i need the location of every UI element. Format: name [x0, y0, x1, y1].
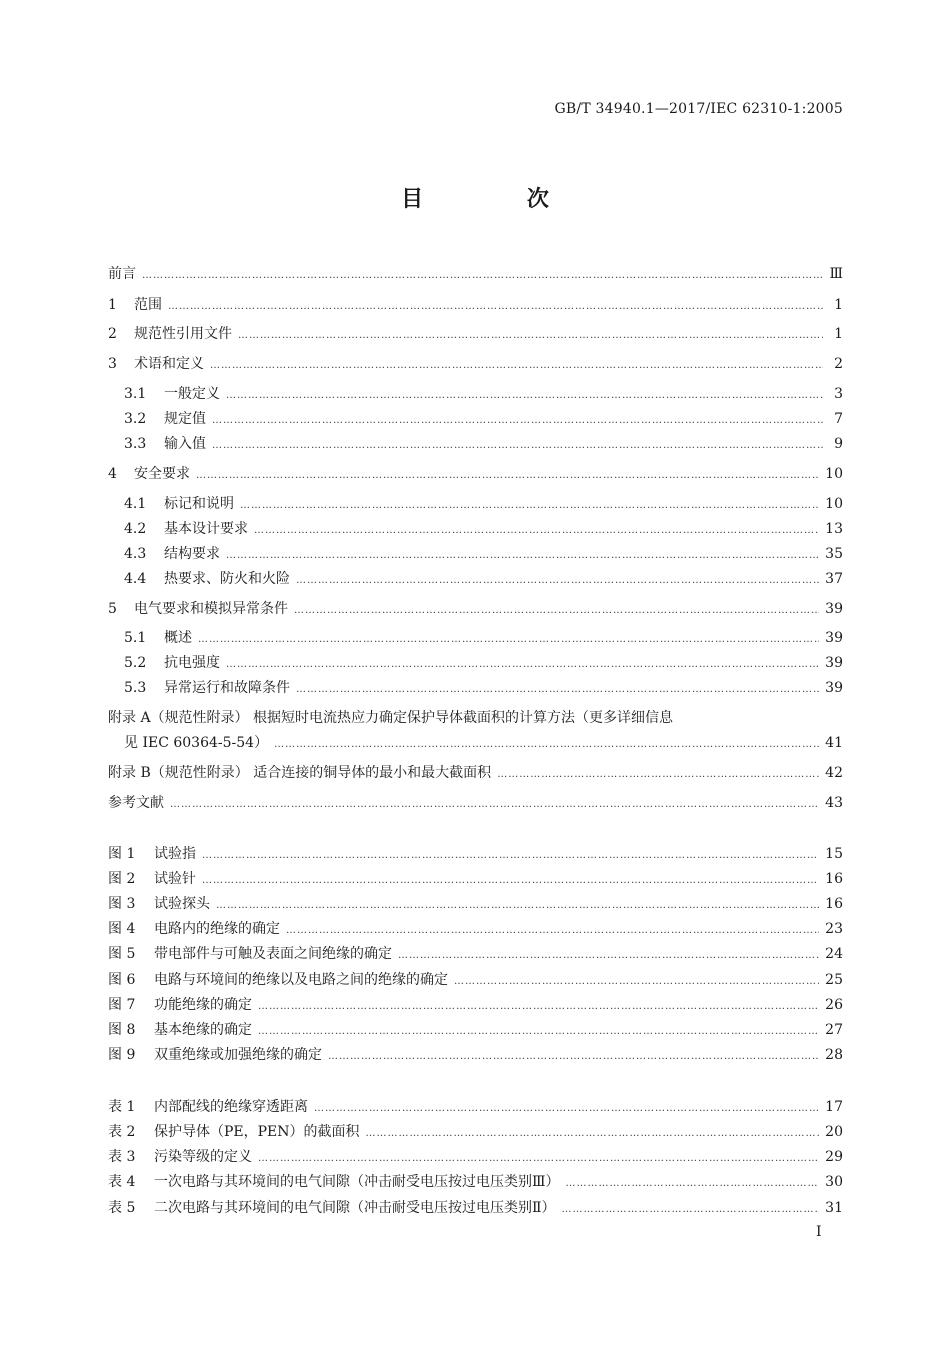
toc-label: 前言 — [108, 266, 136, 282]
toc-label: 术语和定义 — [134, 356, 204, 372]
toc-entry-3-2[interactable] — [124, 409, 843, 429]
toc-label: 见 IEC 60364-5-54） — [124, 735, 269, 751]
toc-number: 4.1 — [124, 496, 147, 512]
toc-number: 4 — [108, 466, 117, 482]
leader-dots — [212, 411, 823, 431]
leader-dots — [258, 1022, 819, 1042]
table-number: 表 4 — [108, 1174, 136, 1190]
toc-number: 1 — [108, 297, 117, 313]
toc-page: 39 — [825, 680, 843, 696]
toc-entry-5-1[interactable] — [124, 628, 843, 648]
toc-label: 异常运行和故障条件 — [164, 680, 290, 696]
toc-entry-1[interactable] — [108, 295, 843, 315]
toc-label: 结构要求 — [164, 546, 220, 562]
toc-label: 范围 — [134, 297, 162, 313]
figure-page: 25 — [825, 972, 843, 988]
figure-label: 电路与环境间的绝缘以及电路之间的绝缘的确定 — [154, 972, 448, 988]
leader-dots — [286, 921, 819, 941]
leader-dots — [196, 466, 819, 486]
leader-dots — [216, 896, 819, 916]
table-entry-3[interactable] — [108, 1147, 843, 1167]
figure-page: 23 — [825, 921, 843, 937]
toc-page: 2 — [834, 356, 843, 372]
page-number: I — [816, 1224, 822, 1240]
figure-number: 图 6 — [108, 972, 136, 988]
table-entry-1[interactable] — [108, 1097, 843, 1117]
figure-page: 16 — [825, 871, 843, 887]
leader-dots — [497, 765, 819, 785]
figure-number: 图 7 — [108, 997, 136, 1013]
table-label: 保护导体（PE，PEN）的截面积 — [154, 1124, 360, 1140]
toc-label: 电气要求和模拟异常条件 — [134, 601, 288, 617]
table-label: 二次电路与其环境间的电气间隙（冲击耐受电压按过电压类别Ⅱ） — [154, 1200, 556, 1216]
toc-entry-annex-a[interactable] — [124, 733, 843, 753]
leader-dots — [294, 601, 819, 621]
table-label: 一次电路与其环境间的电气间隙（冲击耐受电压按过电压类别Ⅲ） — [154, 1174, 560, 1190]
leader-dots — [202, 846, 819, 866]
figure-entry-7[interactable] — [108, 995, 843, 1015]
toc-label: 热要求、防火和火险 — [164, 571, 290, 587]
toc-entry-bibliography[interactable] — [108, 793, 843, 813]
toc-entry-4-1[interactable] — [124, 494, 843, 514]
toc-page: 10 — [825, 466, 843, 482]
figure-page: 15 — [825, 846, 843, 862]
leader-dots — [366, 1124, 820, 1144]
figure-entry-3[interactable] — [108, 894, 843, 914]
toc-number: 2 — [108, 326, 117, 342]
leader-dots — [170, 795, 819, 815]
toc-entry-foreword[interactable] — [108, 264, 843, 284]
figure-entry-1[interactable] — [108, 844, 843, 864]
toc-number: 4.3 — [124, 546, 147, 562]
leader-dots — [142, 266, 823, 286]
toc-page: 43 — [825, 795, 843, 811]
page-title: 目 次 — [401, 187, 597, 212]
table-entry-5[interactable] — [108, 1198, 843, 1218]
leader-dots — [254, 521, 819, 541]
toc-label: 基本设计要求 — [164, 521, 248, 537]
toc-annex-a-line1[interactable]: 附录 A（规范性附录） 根据短时电流热应力确定保护导体截面积的计算方法（更多详细信息 — [108, 710, 674, 726]
table-page: 20 — [825, 1124, 843, 1140]
figure-page: 26 — [825, 997, 843, 1013]
table-page: 29 — [825, 1149, 843, 1165]
toc-page: 1 — [834, 326, 843, 342]
toc-label: 附录 B（规范性附录） 适合连接的铜导体的最小和最大截面积 — [108, 765, 492, 781]
toc-entry-3-1[interactable] — [124, 384, 843, 404]
figure-number: 图 9 — [108, 1047, 136, 1063]
toc-label: 安全要求 — [134, 466, 190, 482]
figure-number: 图 5 — [108, 946, 136, 962]
toc-entry-4-4[interactable] — [124, 569, 843, 589]
figure-number: 图 3 — [108, 896, 136, 912]
leader-dots — [202, 871, 819, 891]
figure-entry-9[interactable] — [108, 1045, 843, 1065]
leader-dots — [296, 571, 819, 591]
toc-number: 4.2 — [124, 521, 147, 537]
leader-dots — [454, 972, 819, 992]
table-number: 表 5 — [108, 1200, 136, 1216]
toc-number: 3.1 — [124, 386, 147, 402]
figure-number: 图 2 — [108, 871, 136, 887]
toc-entry-4[interactable] — [108, 464, 843, 484]
leader-dots — [566, 1174, 820, 1194]
leader-dots — [240, 496, 819, 516]
leader-dots — [226, 546, 819, 566]
toc-entry-4-3[interactable] — [124, 544, 843, 564]
figure-label: 基本绝缘的确定 — [154, 1022, 252, 1038]
toc-number: 3 — [108, 356, 117, 372]
leader-dots — [258, 997, 819, 1017]
figure-label: 功能绝缘的确定 — [154, 997, 252, 1013]
toc-page: 10 — [825, 496, 843, 512]
figure-number: 图 8 — [108, 1022, 136, 1038]
leader-dots — [328, 1047, 819, 1067]
table-label: 内部配线的绝缘穿透距离 — [154, 1099, 308, 1115]
leader-dots — [398, 946, 819, 966]
toc-page: Ⅲ — [829, 266, 843, 282]
leader-dots — [258, 1149, 819, 1169]
toc-label: 抗电强度 — [164, 655, 220, 671]
leader-dots — [212, 436, 823, 456]
figure-entry-8[interactable] — [108, 1020, 843, 1040]
leader-dots — [274, 735, 819, 755]
table-number: 表 3 — [108, 1149, 136, 1165]
toc-page: 3 — [834, 386, 843, 402]
toc-entry-3-3[interactable] — [124, 434, 843, 454]
figure-page: 16 — [825, 896, 843, 912]
toc-entry-annex-b[interactable] — [108, 763, 843, 783]
figure-entry-5[interactable] — [108, 944, 843, 964]
toc-page: 42 — [825, 765, 843, 781]
leader-dots — [296, 680, 819, 700]
figure-entry-6[interactable] — [108, 970, 843, 990]
figure-label: 试验指 — [154, 846, 196, 862]
toc-entry-5-3[interactable] — [124, 678, 843, 698]
figure-entry-4[interactable] — [108, 919, 843, 939]
figure-page: 24 — [825, 946, 843, 962]
toc-page: 7 — [834, 411, 843, 427]
toc-number: 5.1 — [124, 630, 147, 646]
figure-number: 图 4 — [108, 921, 136, 937]
table-entry-4[interactable] — [108, 1172, 843, 1192]
table-label: 污染等级的定义 — [154, 1149, 252, 1165]
figure-label: 电路内的绝缘的确定 — [154, 921, 280, 937]
leader-dots — [314, 1099, 819, 1119]
toc-label: 规范性引用文件 — [134, 326, 232, 342]
leader-dots — [226, 655, 819, 675]
toc-number: 5 — [108, 601, 117, 617]
table-number: 表 1 — [108, 1099, 136, 1115]
toc-label: 标记和说明 — [164, 496, 234, 512]
leader-dots — [562, 1200, 820, 1220]
table-page: 30 — [825, 1174, 843, 1190]
figure-label: 试验探头 — [154, 896, 210, 912]
table-page: 31 — [825, 1200, 843, 1216]
toc-page: 35 — [825, 546, 843, 562]
table-page: 17 — [825, 1099, 843, 1115]
figure-page: 28 — [825, 1047, 843, 1063]
toc-page: 39 — [825, 630, 843, 646]
leader-dots — [226, 386, 823, 406]
toc-label: 规定值 — [164, 411, 206, 427]
leader-dots — [168, 297, 823, 317]
toc-entry-2[interactable] — [108, 324, 843, 344]
toc-number: 5.3 — [124, 680, 147, 696]
figure-label: 试验针 — [154, 871, 196, 887]
figure-entry-2[interactable] — [108, 869, 843, 889]
toc-label: 概述 — [164, 630, 192, 646]
toc-number: 4.4 — [124, 571, 147, 587]
leader-dots — [198, 630, 819, 650]
figure-label: 带电部件与可触及表面之间绝缘的确定 — [154, 946, 392, 962]
toc-number: 3.3 — [124, 436, 147, 452]
toc-page: 13 — [825, 521, 843, 537]
toc-entry-4-2[interactable] — [124, 519, 843, 539]
toc-page: 37 — [825, 571, 843, 587]
toc-page: 1 — [834, 297, 843, 313]
toc-page: 39 — [825, 601, 843, 617]
table-number: 表 2 — [108, 1124, 136, 1140]
toc-label: 参考文献 — [108, 795, 164, 811]
figure-page: 27 — [825, 1022, 843, 1038]
toc-label: 输入值 — [164, 436, 206, 452]
standard-code-header: GB/T 34940.1—2017/IEC 62310-1:2005 — [554, 101, 843, 117]
leader-dots — [238, 326, 823, 346]
toc-number: 3.2 — [124, 411, 147, 427]
toc-entry-3[interactable] — [108, 354, 843, 374]
toc-number: 5.2 — [124, 655, 147, 671]
leader-dots — [210, 356, 823, 376]
figure-number: 图 1 — [108, 846, 136, 862]
toc-label: 一般定义 — [164, 386, 220, 402]
toc-entry-5-2[interactable] — [124, 653, 843, 673]
toc-page: 39 — [825, 655, 843, 671]
table-entry-2[interactable] — [108, 1122, 843, 1142]
toc-page: 9 — [834, 436, 843, 452]
toc-page: 41 — [825, 735, 843, 751]
figure-label: 双重绝缘或加强绝缘的确定 — [154, 1047, 322, 1063]
toc-entry-5[interactable] — [108, 599, 843, 619]
